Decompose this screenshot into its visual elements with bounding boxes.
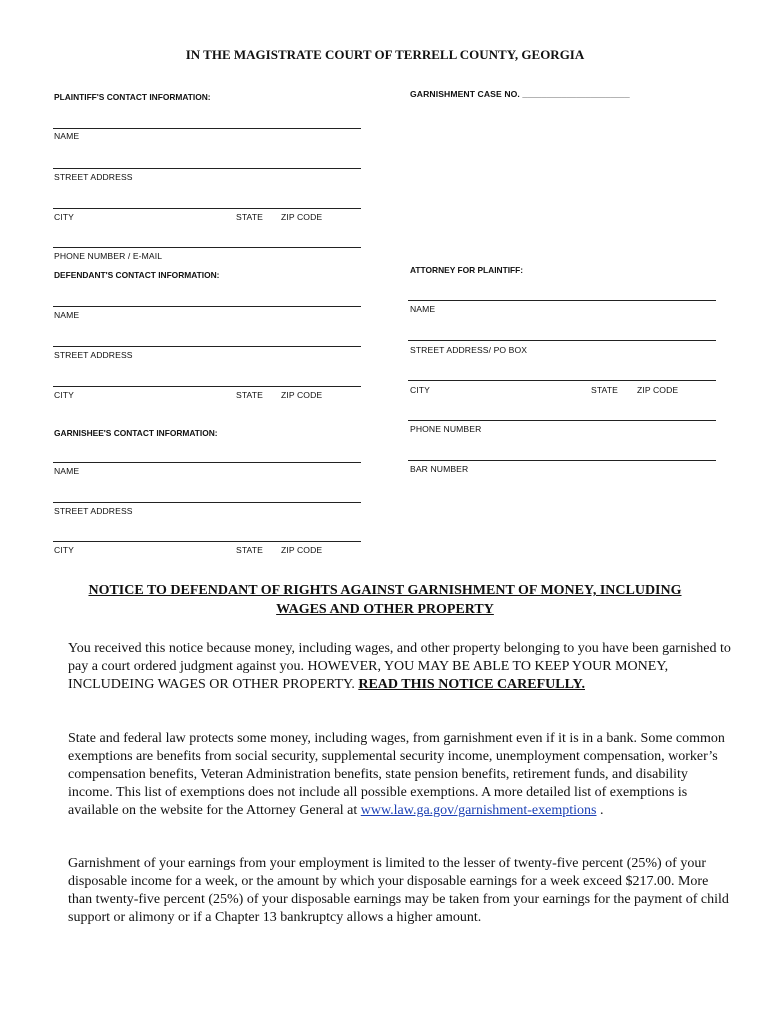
attorney-city-line[interactable] [408,380,716,381]
notice-p1-emphasis: READ THIS NOTICE CAREFULLY. [358,677,585,692]
attorney-city-label: CITY [410,385,430,395]
garnishee-name-label: NAME [54,466,80,476]
garnishee-city-line[interactable] [53,541,361,542]
garnishee-zip-label: ZIP CODE [281,545,323,555]
plaintiff-state-label: STATE [236,212,263,222]
attorney-phone-label: PHONE NUMBER [410,424,482,434]
notice-paragraph-3 [68,855,733,927]
notice-title-line1: NOTICE TO DEFENDANT OF RIGHTS AGAINST GARNISHMENT OF MONEY, INCLUDING [88,583,682,598]
notice-paragraph-2 [68,730,733,820]
attorney-general-link[interactable]: www.law.ga.gov/garnishment-exemptions [360,803,597,818]
defendant-zip-label: ZIP CODE [281,390,323,400]
garnishee-state-label: STATE [236,545,263,555]
plaintiff-header: PLAINTIFF'S CONTACT INFORMATION: [54,92,211,102]
notice-title [40,581,730,619]
plaintiff-city-line[interactable] [53,208,361,209]
plaintiff-city-label: CITY [54,212,74,222]
attorney-street-label: STREET ADDRESS/ PO BOX [410,345,528,355]
attorney-name-line[interactable] [408,300,716,301]
defendant-name-label: NAME [54,310,80,320]
plaintiff-name-label: NAME [54,131,80,141]
garnishee-header: GARNISHEE'S CONTACT INFORMATION: [54,428,218,438]
notice-p1-text: You received this notice because money, including wages, and other property belonging to you have been garnished to pay a court ordered judgment against you. HOWEVER, YOU MAY BE ABLE TO KEEP YOUR MONEY, INCLUDEING WAGES OR OTHER PROPERTY. [68,641,731,692]
defendant-street-label: STREET ADDRESS [54,350,133,360]
notice-title-line2: WAGES AND OTHER PROPERTY [276,602,494,617]
defendant-street-line[interactable] [53,346,361,347]
plaintiff-phone-line[interactable] [53,247,361,248]
attorney-bar-line[interactable] [408,460,716,461]
plaintiff-phone-label: PHONE NUMBER / E-MAIL [54,251,163,261]
plaintiff-zip-label: ZIP CODE [281,212,323,222]
attorney-header: ATTORNEY FOR PLAINTIFF: [410,265,524,275]
attorney-zip-label: ZIP CODE [637,385,679,395]
notice-paragraph-1 [68,640,733,694]
defendant-state-label: STATE [236,390,263,400]
defendant-city-label: CITY [54,390,74,400]
court-title: IN THE MAGISTRATE COURT OF TERRELL COUNTY, GEORGIA [185,47,585,62]
defendant-name-line[interactable] [53,306,361,307]
plaintiff-name-line[interactable] [53,128,361,129]
garnishee-name-line[interactable] [53,462,361,463]
attorney-bar-label: BAR NUMBER [410,464,469,474]
plaintiff-street-label: STREET ADDRESS [54,172,133,182]
notice-p3-text: Garnishment of your earnings from your employment is limited to the lesser of twenty-five percent (25%) of your disposable income for a week, or the amount by which your disposable earnings for a week exceed $217.00. More than twenty-five percent (25%) of your disposable earnings may be taken from your earnings for the payment of child support or alimony or if a Chapter 13 bankruptcy allows a higher amount. [68,856,729,925]
plaintiff-street-line[interactable] [53,168,361,169]
defendant-header: DEFENDANT'S CONTACT INFORMATION: [54,270,220,280]
notice-p2-end: . [596,803,604,818]
case-number-label[interactable]: GARNISHMENT CASE NO. ______________________ [410,89,630,99]
attorney-name-label: NAME [410,304,436,314]
garnishee-street-label: STREET ADDRESS [54,506,133,516]
garnishee-city-label: CITY [54,545,74,555]
attorney-phone-line[interactable] [408,420,716,421]
garnishee-street-line[interactable] [53,502,361,503]
defendant-city-line[interactable] [53,386,361,387]
notice-p2-text: State and federal law protects some money, including wages, from garnishment even if it is in a bank. Some common exemptions are benefits from social security, supplemental security income, unemployment compensation, worker’s compensation benefits, Veteran Administration benefits, state pension benefits, retirement funds, and disability income. This list of exemptions does not include all possible exemptions. A more detailed list of exemptions is available on the website for the Attorney General at [68,731,725,818]
attorney-street-line[interactable] [408,340,716,341]
attorney-state-label: STATE [591,385,618,395]
